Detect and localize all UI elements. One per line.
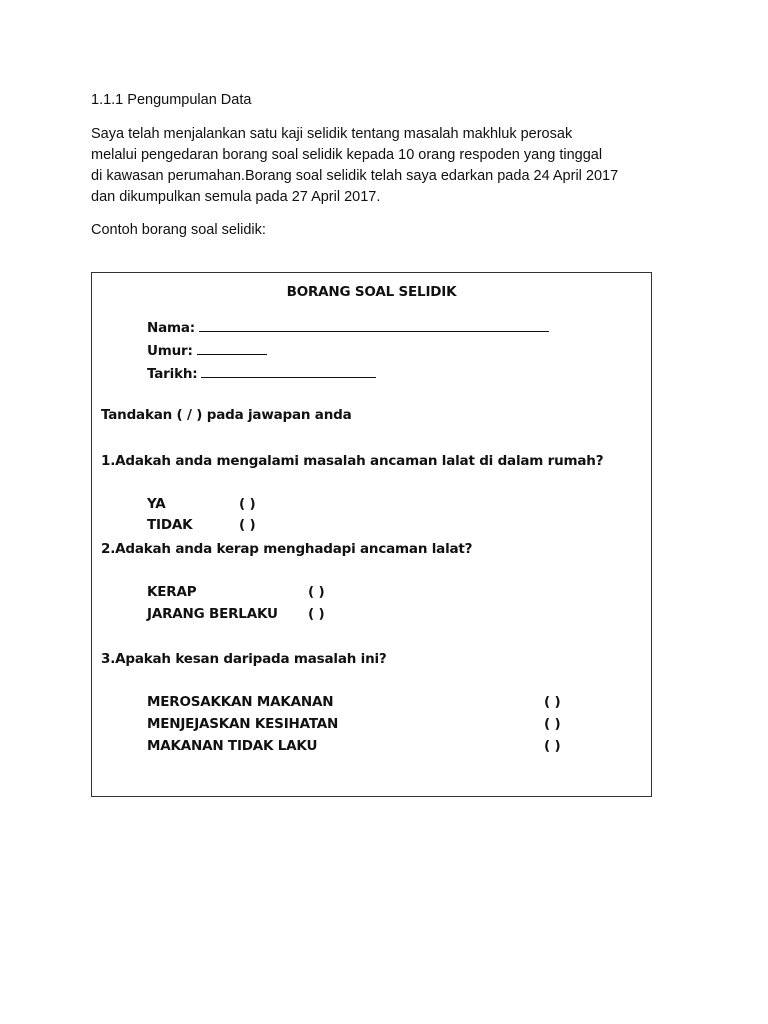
question-1: 1.Adakah anda mengalami masalah ancaman lalat di dalam rumah? xyxy=(101,453,604,469)
q3-checkbox-merosakkan[interactable]: ( ) xyxy=(544,694,561,710)
field-tarikh xyxy=(147,365,376,382)
paragraph-line: di kawasan perumahan.Borang soal selidik telah saya edarkan pada 24 April 2017 xyxy=(91,168,619,184)
question-2: 2.Adakah anda kerap menghadapi ancaman lalat? xyxy=(101,541,473,557)
q2-checkbox-jarang[interactable]: ( ) xyxy=(308,606,325,622)
field-tarikh-label: Tarikh: xyxy=(147,366,198,382)
question-3: 3.Apakah kesan daripada masalah ini? xyxy=(101,651,387,667)
paragraph-line: melalui pengedaran borang soal selidik kepada 10 orang respoden yang tinggal xyxy=(91,147,603,163)
field-umur-label: Umur: xyxy=(147,343,193,359)
field-umur-line[interactable] xyxy=(197,342,267,355)
q1-option-ya: YA xyxy=(147,496,166,512)
q2-option-kerap: KERAP xyxy=(147,584,197,600)
field-nama-line[interactable] xyxy=(199,319,549,332)
q3-checkbox-menjejaskan[interactable]: ( ) xyxy=(544,716,561,732)
q1-checkbox-tidak[interactable]: ( ) xyxy=(239,517,256,533)
example-label: Contoh borang soal selidik: xyxy=(91,222,266,238)
q1-option-tidak: TIDAK xyxy=(147,517,193,533)
form-title: BORANG SOAL SELIDIK xyxy=(286,284,457,300)
q2-checkbox-kerap[interactable]: ( ) xyxy=(308,584,325,600)
q3-option-merosakkan: MEROSAKKAN MAKANAN xyxy=(147,694,334,710)
field-umur xyxy=(147,342,267,359)
paragraph-line: dan dikumpulkan semula pada 27 April 2017. xyxy=(91,189,381,205)
survey-form xyxy=(91,272,652,797)
field-nama xyxy=(147,319,549,336)
q2-option-jarang: JARANG BERLAKU xyxy=(147,606,278,622)
field-nama-label: Nama: xyxy=(147,320,195,336)
paragraph-line: Saya telah menjalankan satu kaji selidik tentang masalah makhluk perosak xyxy=(91,126,573,142)
q3-option-menjejaskan: MENJEJASKAN KESIHATAN xyxy=(147,716,339,732)
intro-paragraph xyxy=(91,124,618,208)
q3-checkbox-makanan[interactable]: ( ) xyxy=(544,738,561,754)
q1-checkbox-ya[interactable]: ( ) xyxy=(239,496,256,512)
q3-option-makanan: MAKANAN TIDAK LAKU xyxy=(147,738,318,754)
field-tarikh-line[interactable] xyxy=(201,365,376,378)
section-heading: 1.1.1 Pengumpulan Data xyxy=(91,92,252,108)
form-instruction: Tandakan ( / ) pada jawapan anda xyxy=(101,407,352,423)
